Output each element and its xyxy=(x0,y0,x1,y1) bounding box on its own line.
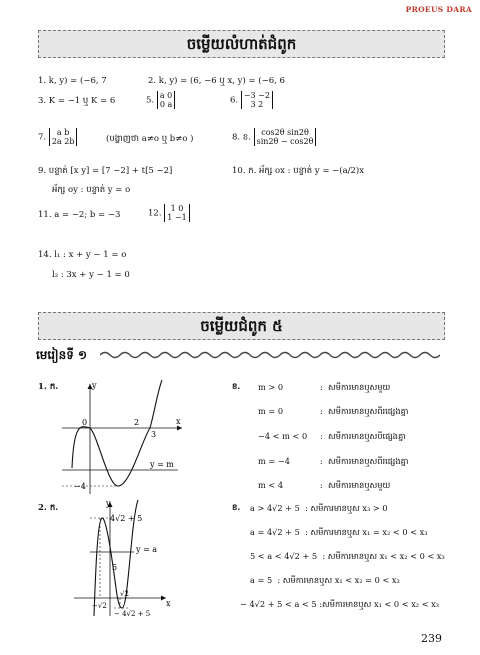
svg-text:−√2: −√2 xyxy=(92,602,107,610)
svg-text:y = a: y = a xyxy=(136,545,158,554)
lesson-title: មេរៀនទី ១ xyxy=(36,348,88,362)
q2-part-b: ខ. xyxy=(232,503,241,513)
q1-row-result: : សមីការមានឬសមួយ xyxy=(320,480,391,490)
q1-row: m > 0 xyxy=(258,382,284,392)
answer-5: 5. a 0 0 a xyxy=(146,91,175,109)
q1-graph xyxy=(58,380,186,498)
answer-7: 7. a b 2a 2b xyxy=(38,128,77,146)
q1-row-result: : សមីការមានឬសពីរផ្សេងគ្នា xyxy=(320,406,409,416)
answer-2: 2. k, y) = (6, −6 ឬ x, y) = (−6, 6 xyxy=(148,76,285,86)
svg-text:y = m: y = m xyxy=(150,460,174,469)
answer-9: 9. បន្ទាត់ [x y] = [7 −2] + t[5 −2] xyxy=(38,166,173,176)
answer-11: 11. a = −2; b = −3 xyxy=(38,210,121,220)
q2-graph xyxy=(70,498,182,618)
svg-text:5: 5 xyxy=(112,563,118,572)
answer-3: 3. K = −1 ឬ K = 6 xyxy=(38,96,116,106)
svg-text:y: y xyxy=(92,381,97,390)
svg-text:− 4√2 + 5: − 4√2 + 5 xyxy=(114,610,151,618)
answer-12: 12. 1 0 1 −1 xyxy=(148,204,190,222)
answer-10b: អ័ក្ស oy : បន្ទាត់ y = o xyxy=(52,185,131,195)
q1-row: m = −4 xyxy=(258,456,290,466)
svg-text:3: 3 xyxy=(151,430,157,439)
svg-text:x: x xyxy=(166,599,171,608)
q2-row: 5 < a < 4√2 + 5 : សមីការមានឬស x₁ < x₂ < 0 < x₃ xyxy=(250,551,445,561)
svg-text:x: x xyxy=(176,417,181,426)
svg-text:2: 2 xyxy=(134,418,140,427)
answer-6: 6. −3 −2 3 2 xyxy=(230,91,273,109)
brand-label: PROEUS DARA xyxy=(405,5,472,14)
q1-row-result: : សមីការមានឬសមួយ xyxy=(320,382,391,392)
answer-8: 8. ខ. cos2θ sin2θ sin2θ − cos2θ xyxy=(232,128,316,146)
q1-row: m = 0 xyxy=(258,406,284,416)
q1-part-b: ខ. xyxy=(232,382,241,392)
q2-row: a = 4√2 + 5 : សមីការមានឬស x₁ = x₂ < 0 < x₃ xyxy=(250,527,428,537)
q2-row: − 4√2 + 5 < a < 5 :សមីការមានឬស x₁ < 0 < x₂ < x₃ xyxy=(240,599,440,609)
svg-text:4√2 + 5: 4√2 + 5 xyxy=(110,514,143,523)
q1-row: m < 4 xyxy=(258,480,284,490)
page-number: 239 xyxy=(421,632,442,645)
svg-text:y: y xyxy=(106,499,111,508)
answer-7-note: (បង្ហាញថា a≠o ឬ b≠o ) xyxy=(106,134,194,144)
q1-row-result: : សមីការមានឬសពីរផ្សេងគ្នា xyxy=(320,456,409,466)
answer-14b: l₂ : 3x + y − 1 = 0 xyxy=(52,270,130,280)
wavy-divider xyxy=(100,350,440,360)
answer-14a: 14. l₁ : x + y − 1 = o xyxy=(38,250,127,260)
svg-text:√2: √2 xyxy=(120,590,129,598)
svg-text:0: 0 xyxy=(82,418,88,427)
q2-label: 2. ក. xyxy=(38,503,59,513)
q2-row: a = 5 : សមីការមានឬស x₁ < x₂ = 0 < x₃ xyxy=(250,575,400,585)
answer-1: 1. k, y) = (−6, 7 xyxy=(38,76,107,86)
q1-row-result: : សមីការមានឬសបីផ្សេងគ្នា xyxy=(320,431,406,441)
svg-text:−4: −4 xyxy=(74,482,86,491)
q1-row: −4 < m < 0 xyxy=(258,431,308,441)
header-banner: ចម្លើយលំហាត់ជំពូក xyxy=(38,30,445,58)
section-banner: ចម្លើយជំពូក ៥ xyxy=(38,312,445,340)
q1-label: 1. ក. xyxy=(38,382,59,392)
q2-row: a > 4√2 + 5 : សមីការមានឬស x₃ > 0 xyxy=(250,503,388,513)
answer-10: 10. ក. អ័ក្ស ox : បន្ទាត់ y = −(a/2)x xyxy=(232,166,365,176)
